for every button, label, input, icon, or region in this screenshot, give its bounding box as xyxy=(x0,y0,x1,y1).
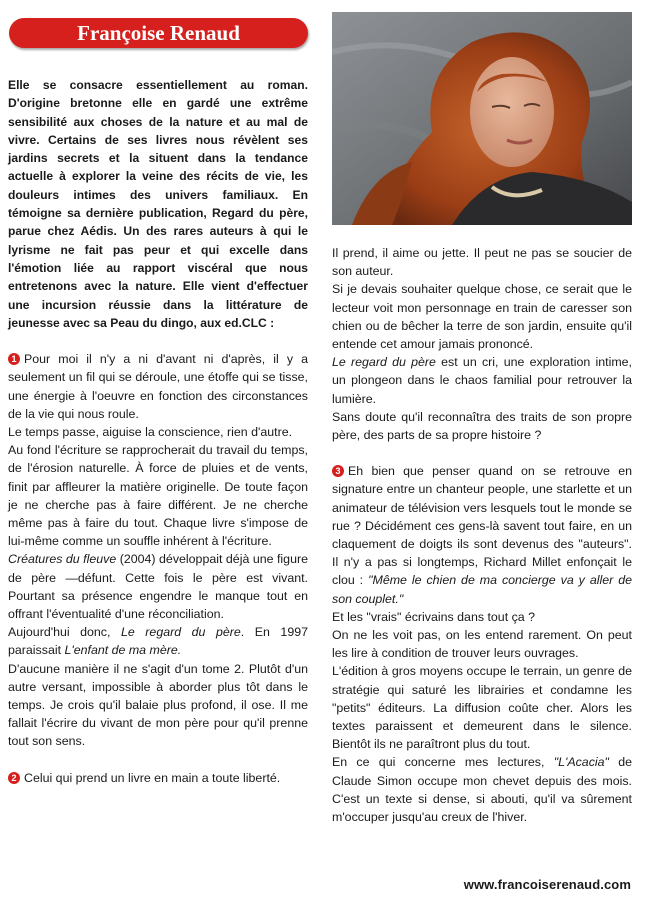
left-column xyxy=(8,76,308,787)
answer-2-paragraph-2: Il prend, il aime ou jette. Il peut ne pas se soucier de son auteur. xyxy=(332,246,632,279)
answer-1-paragraph-4: Créatures du fleuve (2004) développait déjà une figure de père —défunt. Cette fois le père est vivant. Pourtant sa présence engendre le manque tout en offrant l'éventualité d'une réconciliation. xyxy=(8,552,308,621)
answer-2-paragraph-5: Sans doute qu'il reconnaîtra des traits de son propre père, des parts de sa propre histoire ? xyxy=(332,409,632,443)
answer-3-paragraph-1: 3 Eh bien que penser quand on se retrouve en signature entre un chanteur people, une starlette et un animateur de télévision vers lesquels tout le monde se rue ? Décidément ces gens-là savent tout faire, en un claquement de doigts ils sont devenus des "auteurs". Il n'y a pas si longtemps, Richard Millet enfonçait le clou : "Même le chien de ma concierge va y aller de son couplet." xyxy=(332,464,632,606)
author-website-link[interactable]: www.francoiserenaud.com xyxy=(463,877,631,892)
answer-1-paragraph-5: Aujourd'hui donc, Le regard du père. En 1997 paraissait L'enfant de ma mère. xyxy=(8,625,308,658)
answer-1-paragraph-6: D'aucune manière il ne s'agit d'un tome 2. Plutôt d'un autre versant, impossible à aborder plus tôt dans le temps. Je crois qu'il balaie plus profond, il ose. Il me fallait l'écrire du vivant de mon père pour qu'il prenne tout son sens. xyxy=(8,661,308,749)
answer-2-paragraph-1: 2 Celui qui prend un livre en main a toute liberté. xyxy=(8,769,308,787)
answer-3-paragraph-2: Et les "vrais" écrivains dans tout ça ? xyxy=(332,609,536,624)
answer-3-paragraph-3: On ne les voit pas, on les entend rarement. On peut les lire à condition de trouver leurs ouvrages. xyxy=(332,628,632,661)
answer-2-paragraph-3: Si je devais souhaiter quelque chose, ce serait que le lecteur voit mon personnage en train de caresser son chien ou de bêcher la terre de son jardin, ensuite qu'il entende cet amour jamais prononcé. xyxy=(332,282,632,352)
answer-1-marker: 1 xyxy=(8,353,20,365)
answer-3-marker: 3 xyxy=(332,465,344,477)
author-portrait-photo xyxy=(332,12,632,225)
answer-1-paragraph-3: Au fond l'écriture se rapprocherait du travail du temps, de l'érosion naturelle. À force de pluies et de vents, finit par affleurer la matière originelle. De toute façon je ne cherche pas à faire différent. Je ne cherche même pas à faire du tout. Chaque livre s'impose de lui-même comme un souffle inhérent à l'écriture. xyxy=(8,443,308,549)
answer-2-paragraph-4: Le regard du père est un cri, une exploration intime, un plongeon dans le chaos familial pour retrouver la lumière. xyxy=(332,355,632,406)
answer-2-marker: 2 xyxy=(8,772,20,784)
author-name-banner: Françoise Renaud xyxy=(9,18,308,48)
right-column xyxy=(332,244,632,826)
answer-1-paragraph-1: 1 Pour moi il n'y a ni d'avant ni d'après, il y a seulement un fil qui se déroule, une étoffe qui se tisse, une énergie à l'oeuvre en fonction des circonstances de la vie qui nous roule. xyxy=(8,352,308,421)
intro-section xyxy=(8,76,308,332)
intro-paragraph: Elle se consacre essentiellement au roman. D'origine bretonne elle en gardé une extrême sensibilité aux choses de la nature et au mal de vivre. Certains de ses livres nous révèlent ses jardins secrets et la situent dans la tendance actuelle à explorer la veine des récits de vie, les douleurs intimes des univers familiaux. En témoigne sa dernière publication, Regard du père, parue chez Aédis. Un des rares auteurs à qui le lyrisme ne fait pas peur et qui excelle dans l'émotion liée au rapport viscéral que nous entretenons avec la nature. Elle vient d'effectuer une incursion réussie dans la littérature de jeunesse avec sa Peau du dingo, aux ed.CLC : xyxy=(8,78,308,330)
answer-1-paragraph-2: Le temps passe, aiguise la conscience, rien d'autre. xyxy=(8,424,293,439)
answer-3-paragraph-5: En ce qui concerne mes lectures, "L'Acacia" de Claude Simon occupe mon chevet depuis des mois. C'est un texte si dense, si abouti, qu'il va sûrement m'occuper jusqu'au creux de l'hiver. xyxy=(332,755,633,825)
answer-3-paragraph-4: L'édition à gros moyens occupe le terrain, un genre de stratégie qui saturé les librairies et condamne les "petits" éditeurs. La diffusion coûte cher. Alors les textes paraissent et demeurent dans le silence. Bientôt ils ne paraîtront plus du tout. xyxy=(332,664,632,752)
